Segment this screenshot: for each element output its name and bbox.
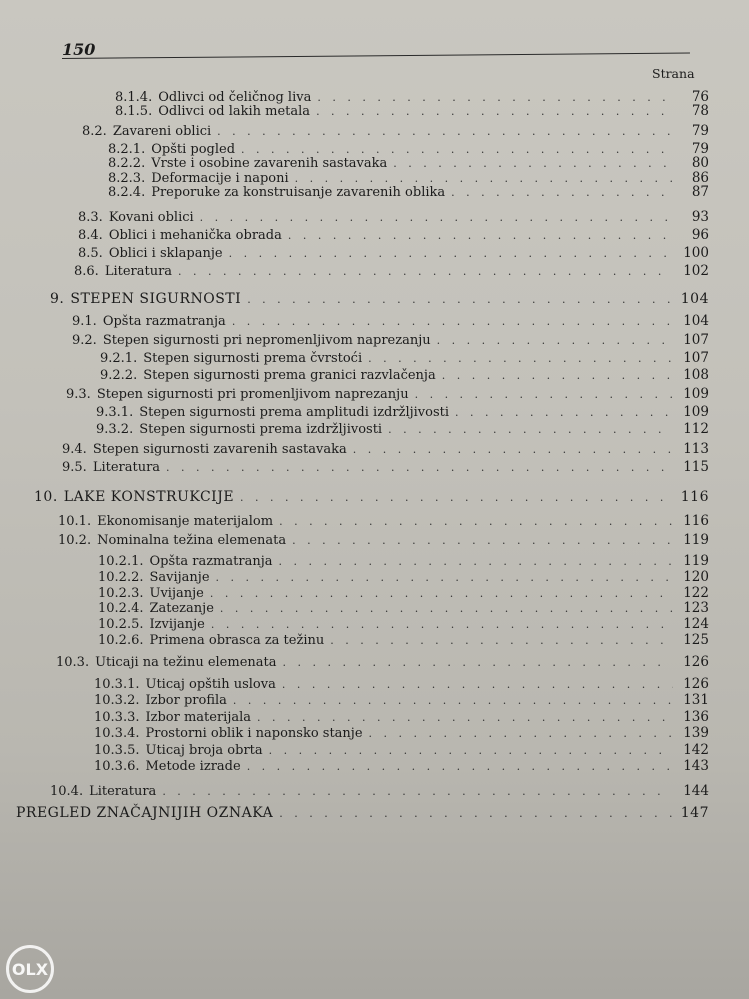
toc-chapter: PREGLED ZNAČAJNIJIH OZNAKA . . . 147 (16, 806, 709, 821)
toc-entry: 8.2.2. Vrste i osobine zavarenih sastavaka . . . 80 (108, 156, 709, 171)
toc-entry: 10.3.2. Izbor profila . . . 131 (94, 693, 709, 708)
toc-entry: 8.1.5. Odlivci od lakih metala . . . 78 (115, 104, 709, 119)
toc-entry: 10.1. Ekonomisanje materijalom . . . 116 (58, 514, 709, 529)
toc-entry: 9.3.1. Stepen sigurnosti prema amplitudi izdržljivosti . . . 109 (96, 405, 709, 420)
toc-entry: 10.3. Uticaji na težinu elemenata . . . 126 (56, 655, 709, 670)
toc-entry: 10.2.6. Primena obrasca za težinu . . . 125 (98, 633, 709, 648)
toc-chapter: 10. LAKE KONSTRUKCIJE . . . 116 (34, 490, 709, 505)
toc-entry: 9.3. Stepen sigurnosti pri promenljivom naprezanju . . . 109 (66, 387, 709, 402)
toc-entry: 10.4. Literatura . . . 144 (50, 784, 709, 799)
toc-entry: 8.2. Zavareni oblici . . . 79 (82, 124, 709, 139)
toc-entry: 8.4. Oblici i mehanička obrada . . . 96 (78, 228, 709, 243)
toc-entry: 10.3.3. Izbor materijala . . . 136 (94, 710, 709, 725)
header-rule (62, 53, 690, 59)
toc-entry: 10.2.1. Opšta razmatranja . . . 119 (98, 554, 709, 569)
toc-entry: 10.2.2. Savijanje . . . 120 (98, 570, 709, 585)
toc-entry: 10.3.4. Prostorni oblik i naponsko stanje . . . 139 (94, 726, 709, 741)
toc-entry: 10.2. Nominalna težina elemenata . . . 119 (58, 533, 709, 548)
toc-entry: 8.5. Oblici i sklapanje . . . 100 (78, 246, 709, 261)
page-column-label: Strana (652, 66, 695, 81)
toc-entry: 8.2.3. Deformacije i naponi . . . 86 (108, 171, 709, 186)
toc-entry: 9.5. Literatura . . . 115 (62, 460, 709, 475)
toc-entry: 9.4. Stepen sigurnosti zavarenih sastavaka . . . 113 (62, 442, 709, 457)
toc-entry: 10.2.3. Uvijanje . . . 122 (98, 586, 709, 601)
toc-entry: 10.3.1. Uticaj opštih uslova . . . 126 (94, 677, 709, 692)
toc-entry: 9.3.2. Stepen sigurnosti prema izdržljivosti . . . 112 (96, 422, 709, 437)
toc-entry: 10.2.4. Zatezanje . . . 123 (98, 601, 709, 616)
toc-entry: 9.1. Opšta razmatranja . . . 104 (72, 314, 709, 329)
toc-entry: 10.3.5. Uticaj broja obrta . . . 142 (94, 743, 709, 758)
toc-chapter: 9. STEPEN SIGURNOSTI . . . 104 (50, 292, 709, 307)
toc-entry: 10.2.5. Izvijanje . . . 124 (98, 617, 709, 632)
toc-entry: 8.6. Literatura . . . 102 (74, 264, 709, 279)
olx-watermark-logo: OLX (6, 945, 54, 993)
toc-entry: 9.2.1. Stepen sigurnosti prema čvrstoći . . . 107 (100, 351, 709, 366)
toc-entry: 9.2.2. Stepen sigurnosti prema granici razvlačenja . . . 108 (100, 368, 709, 383)
page-number: 150 (62, 40, 96, 59)
toc-entry: 9.2. Stepen sigurnosti pri nepromenljivom naprezanju . . . 107 (72, 333, 709, 348)
toc-entry: 8.3. Kovani oblici . . . 93 (78, 210, 709, 225)
toc-entry: 8.2.4. Preporuke za konstruisanje zavarenih oblika . . . 87 (108, 185, 709, 200)
toc-entry: 8.2.1. Opšti pogled . . . 79 (108, 142, 709, 157)
toc-entry: 10.3.6. Metode izrade . . . 143 (94, 759, 709, 774)
toc-entry: 8.1.4. Odlivci od čeličnog liva . . . 76 (115, 90, 709, 105)
